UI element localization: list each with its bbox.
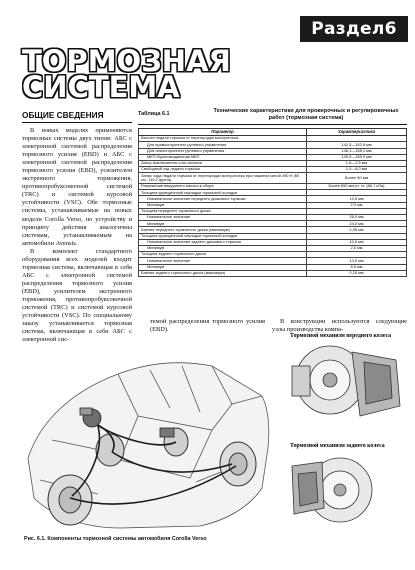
value-cell: 1,5—2,5 мм	[307, 160, 407, 166]
table-title: Технические характеристики для проверочных и регулировочных работ (тормозная система)	[213, 108, 399, 121]
spec-table	[138, 128, 407, 277]
value-cell: Более 650 мм рт. ст. (86,7 кПа)	[307, 184, 407, 190]
value-cell: 10,0 мм	[307, 258, 407, 264]
param-cell: Номинальное значение	[139, 258, 307, 264]
param-cell: Высота педали тормоза от перегородки моторотсека:	[139, 136, 307, 142]
param-cell: Толщина переднего тормозного диска	[139, 208, 307, 214]
figure-caption: Рис. 6.1. Компоненты тормозной системы автомобиля Corolla Verso	[24, 536, 207, 542]
value-cell: 0,05 мм	[307, 227, 407, 233]
heading-rule	[22, 122, 132, 123]
param-cell: Минимум	[139, 202, 307, 208]
param-cell: Для правостороннего рулевого управления	[139, 142, 307, 148]
value-cell: 10,0 мм	[307, 239, 407, 245]
table-header-value: Характеристика	[307, 129, 407, 136]
table-caption: Таблица 6.1	[138, 111, 170, 117]
param-cell: МКП Мультимодальная МКП	[139, 154, 307, 160]
brake-system-figure	[0, 330, 415, 558]
chapter-title-line1: ТОРМОЗНАЯ	[22, 44, 231, 78]
param-cell: Минимум	[139, 221, 307, 227]
table-row	[139, 270, 407, 276]
param-cell: Минимум	[139, 245, 307, 251]
section-heading: ОБЩИЕ СВЕДЕНИЯ	[22, 110, 104, 120]
param-cell: Зазор выключателя стоп-сигнала	[139, 160, 307, 166]
value-cell: 12,5 мм	[307, 196, 407, 202]
value-cell: 149,9—159,9 мм	[307, 154, 407, 160]
table-header-param: Параметр	[139, 129, 307, 136]
value-cell: 1,0—6,0 мм	[307, 167, 407, 173]
paragraph: В новых моделях применяются тормозные системы двух типов: АБС с электронной системой распределения тормозного усилия (EBD) и АБС с электронной системой распределения тормозного усилия (EBD), усилителем экстренного торможения, противопробуксовочной системой (TRC) и системой курсовой устойчивости (VSC). Обе тормозные системы, устанавливаемые на новых модели Corolla Verso, по устройству и принципу действия аналогичны системам, устанавливаемым на автомобили Avensis.	[22, 127, 132, 247]
param-cell: Толщина фрикционной накладки тормозной колодки	[139, 233, 307, 239]
value-cell: 142,5—152,5 мм	[307, 142, 407, 148]
value-cell: 2,0 мм	[307, 202, 407, 208]
paragraph: темой распределения тормозного усилия (EBD).	[150, 318, 265, 334]
value-cell: 24,0 мм	[307, 221, 407, 227]
value-cell: 148,1—158,1 мм	[307, 148, 407, 154]
rear-brake-assembly-icon	[292, 458, 372, 522]
param-cell: Номинальное значение	[139, 215, 307, 221]
rear-brake-label: Тормозной механизм заднего колеса	[290, 443, 385, 449]
front-brake-label: Тормозной механизм переднего колеса	[290, 333, 392, 339]
param-cell: Номинальное значение заднего дискового тормоза	[139, 239, 307, 245]
chapter-title-line2: СИСТЕМА	[22, 70, 180, 104]
value-cell: 2,0 мм	[307, 245, 407, 251]
param-cell: Биение переднего тормозного диска (максимум)	[139, 227, 307, 233]
section-tab: Раздел6	[300, 16, 408, 42]
table-row	[139, 173, 407, 184]
param-cell: Запас хода педали тормоза от перегородки моторотсека при нажатии силой 490 Н (50 кгс, 110,2 фунта)	[139, 173, 307, 184]
value-cell: Более 50 мм	[307, 173, 407, 184]
param-cell: Толщина заднего тормозного диска	[139, 252, 307, 258]
value-cell: 26,0 мм	[307, 215, 407, 221]
table-rule	[138, 124, 407, 125]
value-cell: 8,5 мм	[307, 264, 407, 270]
front-brake-assembly-icon	[292, 346, 400, 416]
param-cell: Свободный ход педали тормоза	[139, 167, 307, 173]
value-cell: 0,15 мм	[307, 270, 407, 276]
param-cell: Номинальное значение переднего дискового тормоза	[139, 196, 307, 202]
param-cell: Разрежение вакуумного насоса в сборе	[139, 184, 307, 190]
paragraph: В конструкции используются следующие узлы производства компа-	[272, 318, 407, 334]
param-cell: Для левостороннего рулевого управления	[139, 148, 307, 154]
paragraph: В комплект стандартного оборудования всех моделей входит тормозная система, включающая в себя АБС с электронной системой распределения тормозного усилия (EBD), усилителем экстренного торможения, противопробуксовочной системой (TRC) и системой курсовой устойчивости (VSC). По специальному заказу устанавливается тормозная система, включающая в себя АБС с электронной сис-	[22, 247, 132, 344]
left-column-text	[22, 127, 132, 344]
param-cell: Минимум	[139, 264, 307, 270]
param-cell: Биение заднего тормозного диска (максимум)	[139, 270, 307, 276]
param-cell: Толщина фрикционной накладки тормозной колодки	[139, 190, 307, 196]
